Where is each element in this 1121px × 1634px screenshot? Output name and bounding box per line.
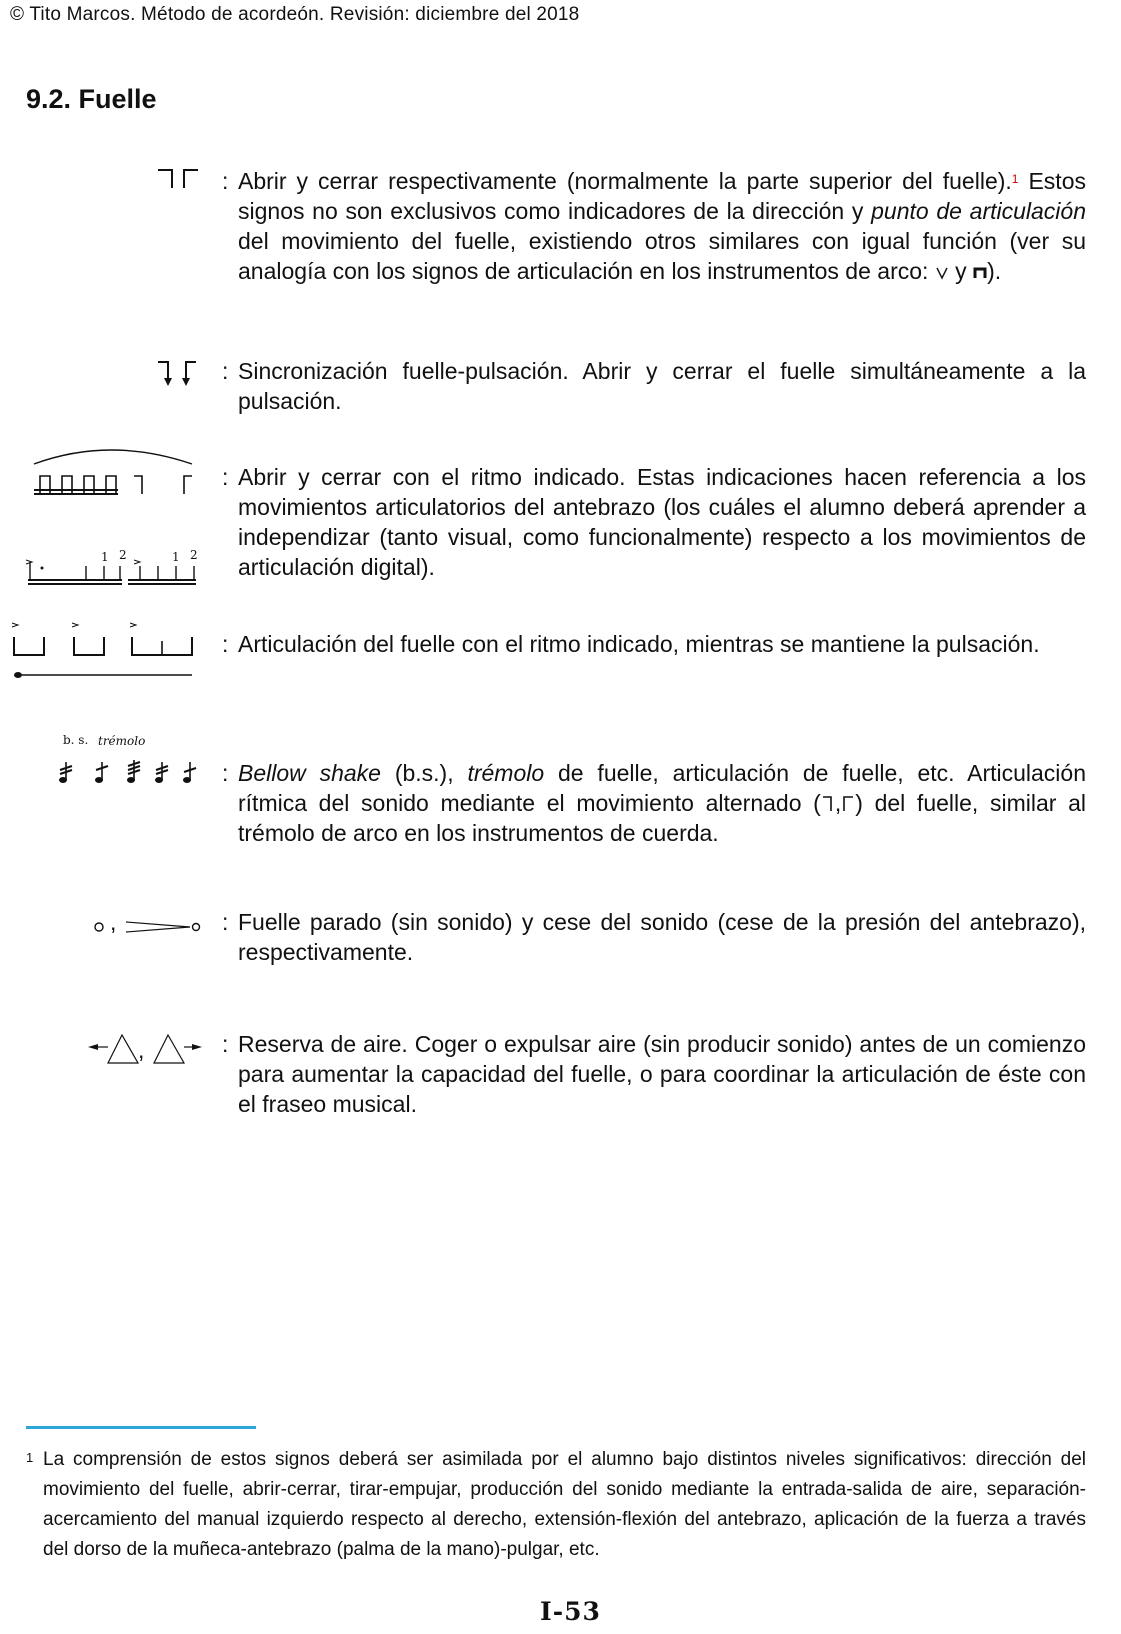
footnote-ref[interactable]: 1 [1011, 172, 1019, 186]
finger-number: 2 [190, 548, 198, 562]
bellows-sync-icon [0, 356, 210, 396]
finger-number: 1 [101, 550, 109, 564]
bellow-shake-icon [0, 758, 210, 798]
entry-colon: : [222, 1031, 229, 1057]
entry-colon: : [222, 760, 229, 786]
symbol-separator: , [110, 909, 117, 935]
entry-text: Reserva de aire. Coger o expulsar aire (sin producir sonido) antes de un comienzo para aumentar la capacidad del fuelle, o para coordinar la articulación de éste con el fraseo musical. [238, 1031, 1086, 1117]
tremolo-label: trémolo [98, 734, 146, 748]
entry-colon: : [222, 631, 229, 657]
finger-number: 1 [172, 550, 180, 564]
entry-colon: : [222, 909, 229, 935]
bellows-articulation-icon [0, 615, 210, 685]
up-bow-icon [935, 266, 949, 280]
entry-colon: : [222, 358, 229, 384]
section-title: 9.2. Fuelle [26, 84, 157, 114]
bellows-open-close-icon [0, 166, 210, 206]
entry-text: Bellow shake (b.s.), trémolo de fuelle, articulación de fuelle, etc. Articulación rítmica del sonido mediante el movimiento alternado ( , ) del fuelle, similar al trémolo de arco en los instrumentos de cuerda. [238, 760, 1086, 846]
symbol-separator: , [138, 1037, 145, 1063]
entry-text: Fuelle parado (sin sonido) y cese del sonido (cese de la presión del antebrazo), respectivamente. [238, 909, 1086, 965]
page-number: I-53 [540, 1597, 601, 1626]
entry-colon: : [222, 464, 229, 490]
footnote [26, 1445, 1086, 1565]
bellows-stopped-icon [0, 907, 210, 947]
bellows-open-icon [821, 795, 835, 813]
footnote-divider [26, 1426, 256, 1429]
down-bow-icon [973, 266, 987, 280]
bellows-close-icon [841, 795, 855, 813]
bellows-rhythm-icon [0, 442, 210, 592]
entry-text: Articulación del fuelle con el ritmo indicado, mientras se mantiene la pulsación. [238, 631, 1040, 657]
entry-text: Abrir y cerrar respectivamente (normalmente la parte superior del fuelle).$^1$ Estos signos no son exclusivos como indicadores de la dirección y punto de articulación del movimiento del fuelle, existiendo otros similares con igual función (ver su analogía con los signos de articulación en los instrumentos de arco: y ). [238, 168, 1086, 284]
copyright-header: © Tito Marcos. Método de acordeón. Revisión: diciembre del 2018 [10, 4, 580, 25]
bs-label: b. s. [63, 733, 89, 747]
footnote-mark: 1 [26, 1450, 34, 1465]
entry-text: Abrir y cerrar con el ritmo indicado. Estas indicaciones hacen referencia a los movimientos articulatorios del antebrazo (los cuáles el alumno deberá aprender a independizar (tanto visual, como funcionalmente) respecto a los movimientos de articulación digital). [238, 464, 1086, 580]
entry-text: Sincronización fuelle-pulsación. Abrir y cerrar el fuelle simultáneamente a la pulsación. [238, 358, 1086, 414]
entry-colon: : [222, 168, 229, 194]
footnote-text: La comprensión de estos signos deberá ser asimilada por el alumno bajo distintos niveles significativos: dirección del movimiento del fuelle, abrir-cerrar, tirar-empujar, producción del sonido mediante la entrada-salida de aire, separación-acercamiento del manual izquierdo respecto al derecho, extensión-flexión del antebrazo, aplicación de la fuerza a través del dorso de la muñeca-antebrazo (palma de la mano)-pulgar, etc. [43, 1449, 1086, 1560]
air-reserve-icon [0, 1029, 210, 1079]
finger-number: 2 [119, 548, 127, 562]
